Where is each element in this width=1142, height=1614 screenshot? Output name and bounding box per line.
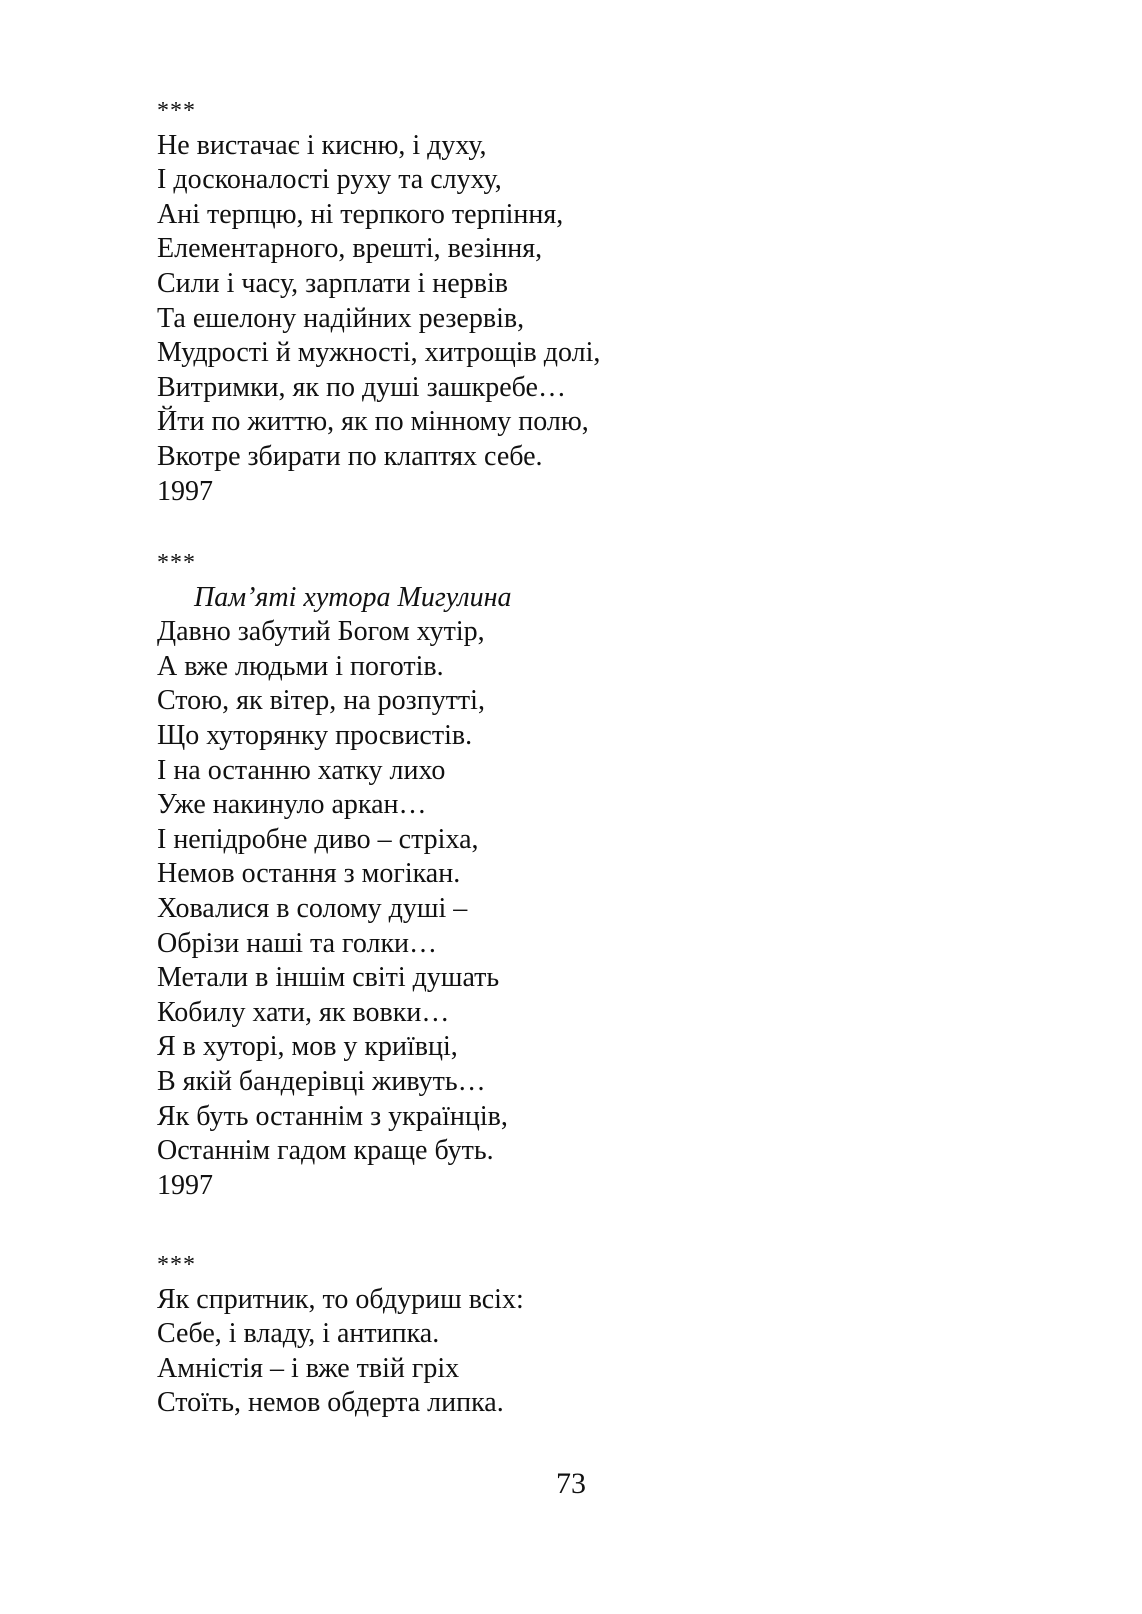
poem-line: Себе, і владу, і антипка.: [157, 1318, 440, 1350]
poem-1: [157, 94, 1057, 509]
poem-line: Вкотре збирати по клаптях себе.: [157, 440, 543, 472]
poem-line: Як буть останнім з українців,: [157, 1100, 508, 1132]
poem-line: Ховалися в солому душі –: [157, 892, 468, 924]
poem-line: В якій бандерівці живуть…: [157, 1065, 486, 1097]
poem-line: Давно забутий Богом хутір,: [157, 616, 485, 648]
poem-line: І досконалості руху та слуху,: [157, 164, 502, 196]
poem-3: [157, 1248, 1057, 1421]
poem-line: І на останню хатку лихо: [157, 754, 446, 786]
poem-line: Амністія – і вже твій гріх: [157, 1352, 460, 1384]
poem-line: Елементарного, врешті, везіння,: [157, 233, 543, 265]
poem-line: І непідробне диво – стріха,: [157, 823, 479, 855]
poem-line: Немов остання з могікан.: [157, 858, 461, 890]
poem-line: Витримки, як по душі зашкребе…: [157, 371, 566, 403]
poem-separator: ***: [157, 1252, 196, 1278]
poem-line: Уже накинуло аркан…: [157, 789, 427, 821]
poem-line: Останнім гадом краще буть.: [157, 1135, 494, 1167]
poem-line: Стою, як вітер, на розпутті,: [157, 685, 485, 717]
poem-line: Сили і часу, зарплати і нервів: [157, 267, 508, 299]
poem-year: 1997: [157, 475, 213, 507]
poem-line: Кобилу хати, як вовки…: [157, 996, 450, 1028]
poem-2: [157, 546, 1057, 1203]
poem-year: 1997: [157, 1169, 213, 1201]
poem-line: Стоїть, немов обдерта липка.: [157, 1387, 504, 1419]
poem-separator: ***: [157, 550, 196, 576]
poem-line: Як спритник, то обдуриш всіх:: [157, 1283, 524, 1315]
poem-line: Що хуторянку просвистів.: [157, 719, 473, 751]
page-number: 73: [556, 1467, 586, 1500]
poem-line: А вже людьми і поготів.: [157, 650, 444, 682]
poem-line: Обрізи наші та голки…: [157, 927, 438, 959]
poem-line: Мудрості й мужності, хитрощів долі,: [157, 337, 601, 369]
poem-dedication: Пам’яті хутора Мигулина: [194, 581, 512, 613]
poem-line: Йти по життю, як по мінному полю,: [157, 406, 589, 438]
poem-line: Я в хуторі, мов у криївці,: [157, 1031, 458, 1063]
poem-separator: ***: [157, 98, 196, 124]
poem-line: Метали в іншім світі душать: [157, 962, 500, 994]
poem-line: Ані терпцю, ні терпкого терпіння,: [157, 198, 564, 230]
poem-line: Не вистачає і кисню, і духу,: [157, 129, 487, 161]
poem-line: Та ешелону надійних резервів,: [157, 302, 525, 334]
